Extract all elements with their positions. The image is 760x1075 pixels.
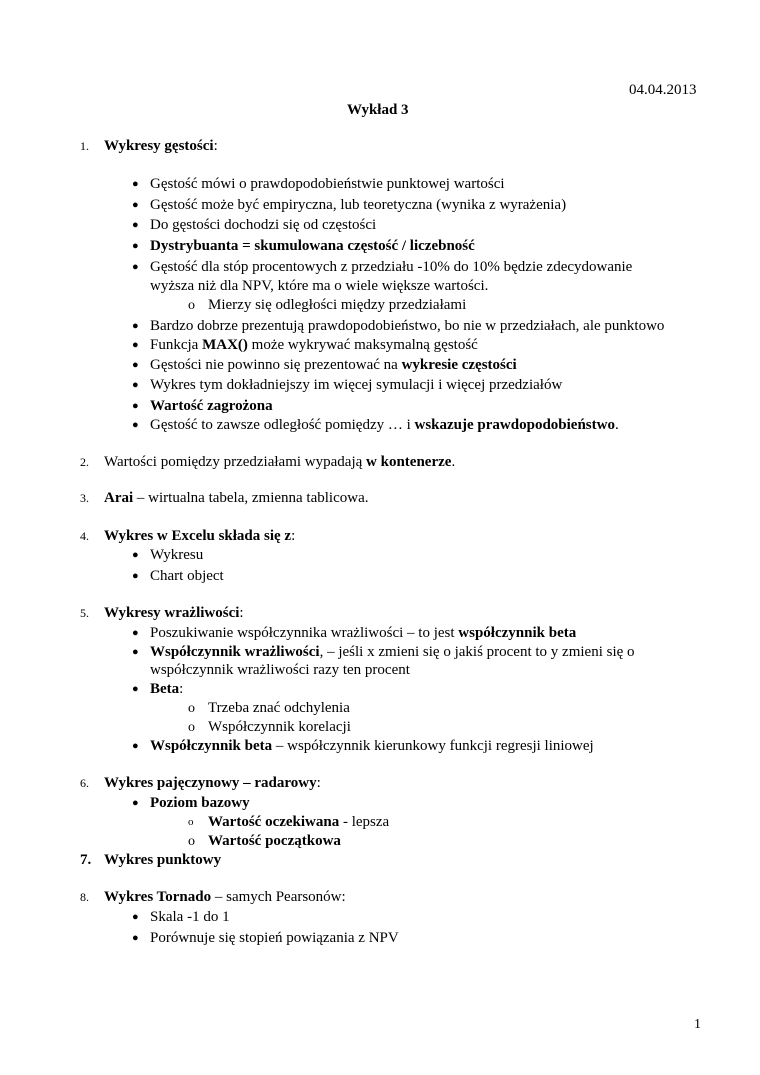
list-number: 7. <box>80 852 92 868</box>
bullet-icon: ● <box>132 683 139 695</box>
list-number: 8. <box>80 890 89 904</box>
bullet-icon: ● <box>132 932 139 944</box>
section-heading: Wykres Tornado – samych Pearsonów: <box>104 889 346 905</box>
list-item: Dystrybuanta = skumulowana częstość / liczebność <box>150 238 475 254</box>
list-item: Współczynnik wrażliwości, – jeśli x zmieni się o jakiś procent to y zmieni się o <box>150 644 635 660</box>
bullet-icon: ● <box>132 400 139 412</box>
list-item: Gęstość dla stóp procentowych z przedziału -10% do 10% będzie zdecydowanie <box>150 259 633 275</box>
bullet-icon: ● <box>132 339 139 351</box>
bullet-icon: ● <box>132 379 139 391</box>
bullet-icon: ● <box>132 797 139 809</box>
bullet-icon: ● <box>132 740 139 752</box>
section-heading: Wykres w Excelu składa się z: <box>104 528 296 544</box>
bullet-icon: ● <box>132 646 139 658</box>
circle-bullet-icon: o <box>188 701 195 716</box>
list-item: Gęstość może być empiryczna, lub teoretyczna (wynika z wyrażenia) <box>150 197 567 213</box>
circle-bullet-icon: o <box>188 816 194 828</box>
bullet-icon: ● <box>132 178 139 190</box>
bullet-icon: ● <box>132 320 139 332</box>
list-item: Poszukiwanie współczynnika wrażliwości – to jest współczynnik beta <box>150 625 577 641</box>
bullet-icon: ● <box>132 199 139 211</box>
section-text: Wartości pomiędzy przedziałami wypadają w kontenerze. <box>104 454 456 470</box>
list-item: Wykres tym dokładniejszy im więcej symulacji i więcej przedziałów <box>150 377 563 393</box>
list-item: Chart object <box>150 568 224 584</box>
list-item: Do gęstości dochodzi się od częstości <box>150 217 377 233</box>
list-item-continuation: współczynnik wrażliwości razy ten procent <box>150 662 410 678</box>
list-item: Gęstości nie powinno się prezentować na wykresie częstości <box>150 357 517 373</box>
list-number: 6. <box>80 776 89 790</box>
list-item: Poziom bazowy <box>150 795 250 811</box>
bullet-icon: ● <box>132 627 139 639</box>
bullet-icon: ● <box>132 359 139 371</box>
circle-bullet-icon: o <box>188 298 195 313</box>
list-item-continuation: wyższa niż dla NPV, które ma o wiele większe wartości. <box>150 278 489 294</box>
bullet-icon: ● <box>132 911 139 923</box>
sub-list-item: Trzeba znać odchylenia <box>208 700 350 716</box>
section-text: Arai – wirtualna tabela, zmienna tablicowa. <box>104 490 369 506</box>
bullet-icon: ● <box>132 419 139 431</box>
list-item: Skala -1 do 1 <box>150 909 230 925</box>
sub-list-item: Wartość początkowa <box>208 833 341 849</box>
section-heading: Wykres pajęczynowy – radarowy: <box>104 775 321 791</box>
circle-bullet-icon: o <box>188 834 195 849</box>
list-item: Porównuje się stopień powiązania z NPV <box>150 930 399 946</box>
section-heading: Wykresy gęstości: <box>104 138 218 154</box>
bullet-icon: ● <box>132 570 139 582</box>
sub-list-item: Wartość oczekiwana - lepsza <box>208 814 390 830</box>
page-number: 1 <box>694 1017 701 1032</box>
list-item: Bardzo dobrze prezentują prawdopodobieństwo, bo nie w przedziałach, ale punktowo <box>150 318 665 334</box>
list-number: 3. <box>80 491 89 505</box>
list-number: 2. <box>80 455 89 469</box>
section-heading: Wykresy wrażliwości: <box>104 605 244 621</box>
bullet-icon: ● <box>132 261 139 273</box>
document-date: 04.04.2013 <box>629 82 697 98</box>
bullet-icon: ● <box>132 219 139 231</box>
bullet-icon: ● <box>132 549 139 561</box>
section-heading: Wykres punktowy <box>104 852 222 868</box>
circle-bullet-icon: o <box>188 720 195 735</box>
list-number: 1. <box>80 139 89 153</box>
list-item: Wartość zagrożona <box>150 398 273 414</box>
list-item: Gęstość to zawsze odległość pomiędzy … i wskazuje prawdopodobieństwo. <box>150 417 619 433</box>
list-item: Wykresu <box>150 547 204 563</box>
document-title: Wykład 3 <box>347 102 409 118</box>
sub-list-item: Mierzy się odległości między przedziałami <box>208 297 467 313</box>
bullet-icon: ● <box>132 240 139 252</box>
sub-list-item: Współczynnik korelacji <box>208 719 351 735</box>
list-item: Gęstość mówi o prawdopodobieństwie punktowej wartości <box>150 176 505 192</box>
list-item: Współczynnik beta – współczynnik kierunkowy funkcji regresji liniowej <box>150 738 594 754</box>
list-number: 4. <box>80 529 89 543</box>
list-item: Funkcja MAX() może wykrywać maksymalną gęstość <box>150 337 478 353</box>
list-item: Beta: <box>150 681 184 697</box>
list-number: 5. <box>80 606 89 620</box>
